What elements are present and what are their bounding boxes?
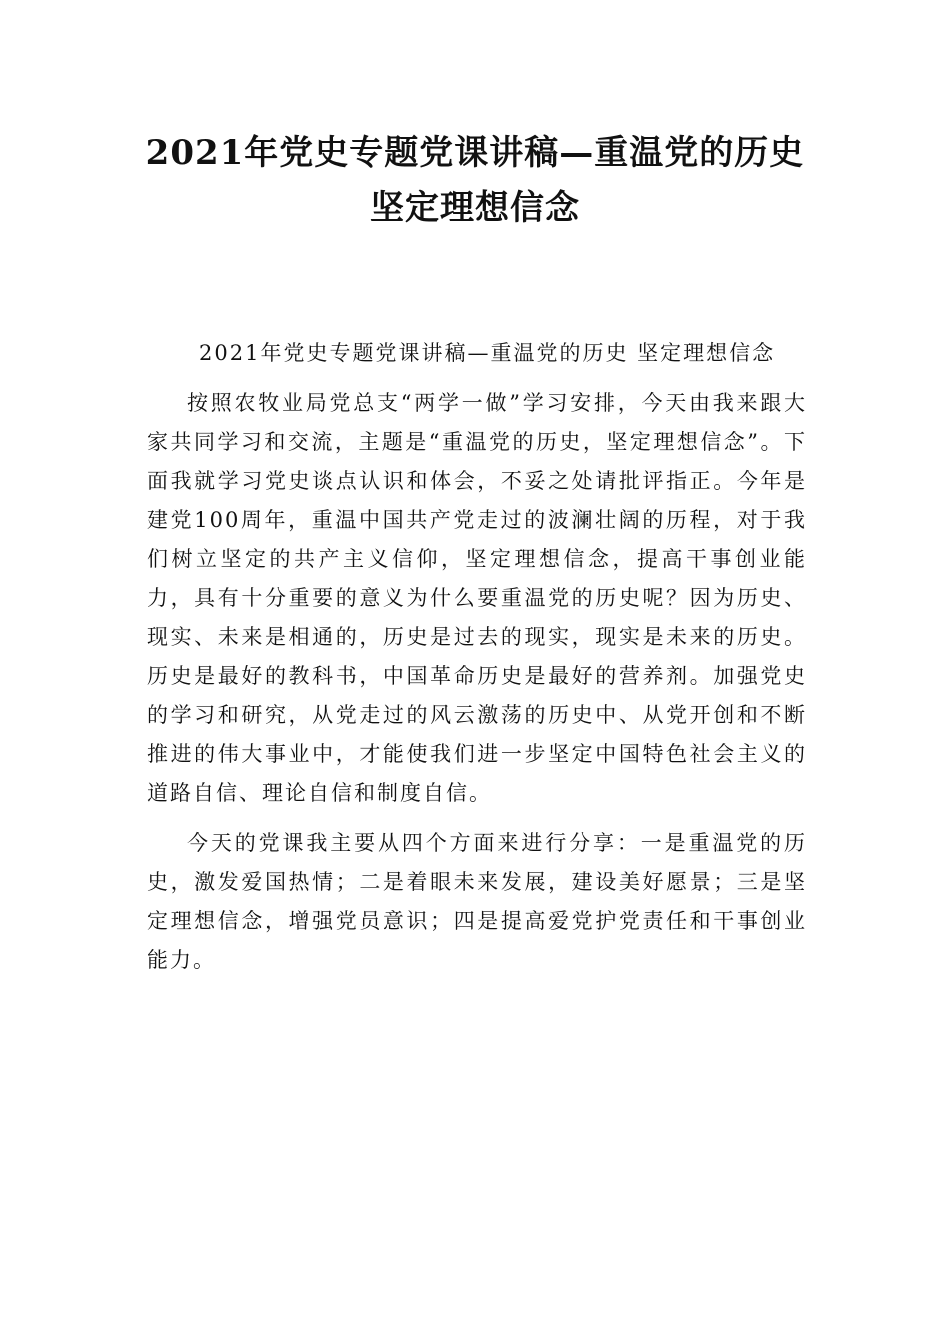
document-body <box>147 334 807 991</box>
document-title <box>60 126 890 236</box>
paragraph-outline: 今天的党课我主要从四个方面来进行分享：一是重温党的历史，激发爱国热情；二是着眼未来发展，建设美好愿景；三是坚定理想信念，增强党员意识；四是提高爱党护党责任和干事创业能力。 <box>147 831 807 972</box>
paragraph-subtitle: 2021年党史专题党课讲稿—重温党的历史 坚定理想信念 <box>199 341 776 365</box>
document-title-line-1: 2021年党史专题党课讲稿—重温党的历史 <box>145 133 805 173</box>
paragraph-introduction: 按照农牧业局党总支“两学一做”学习安排，今天由我来跟大家共同学习和交流，主题是“重温党的历史，坚定理想信念”。下面我就学习党史谈点认识和体会，不妥之处请批评指正。今年是建党100周年，重温中国共产党走过的波澜壮阔的历程，对于我们树立坚定的共产主义信仰，坚定理想信念，提高干事创业能力，具有十分重要的意义为什么要重温党的历史呢？因为历史、现实、未来是相通的，历史是过去的现实，现实是未来的历史。历史是最好的教科书，中国革命历史是最好的营养剂。加强党史的学习和研究，从党走过的风云激荡的历史中、从党开创和不断推进的伟大事业中，才能使我们进一步坚定中国特色社会主义的道路自信、理论自信和制度自信。 <box>147 391 807 805</box>
document-title-line-2: 坚定理想信念 <box>370 188 580 228</box>
